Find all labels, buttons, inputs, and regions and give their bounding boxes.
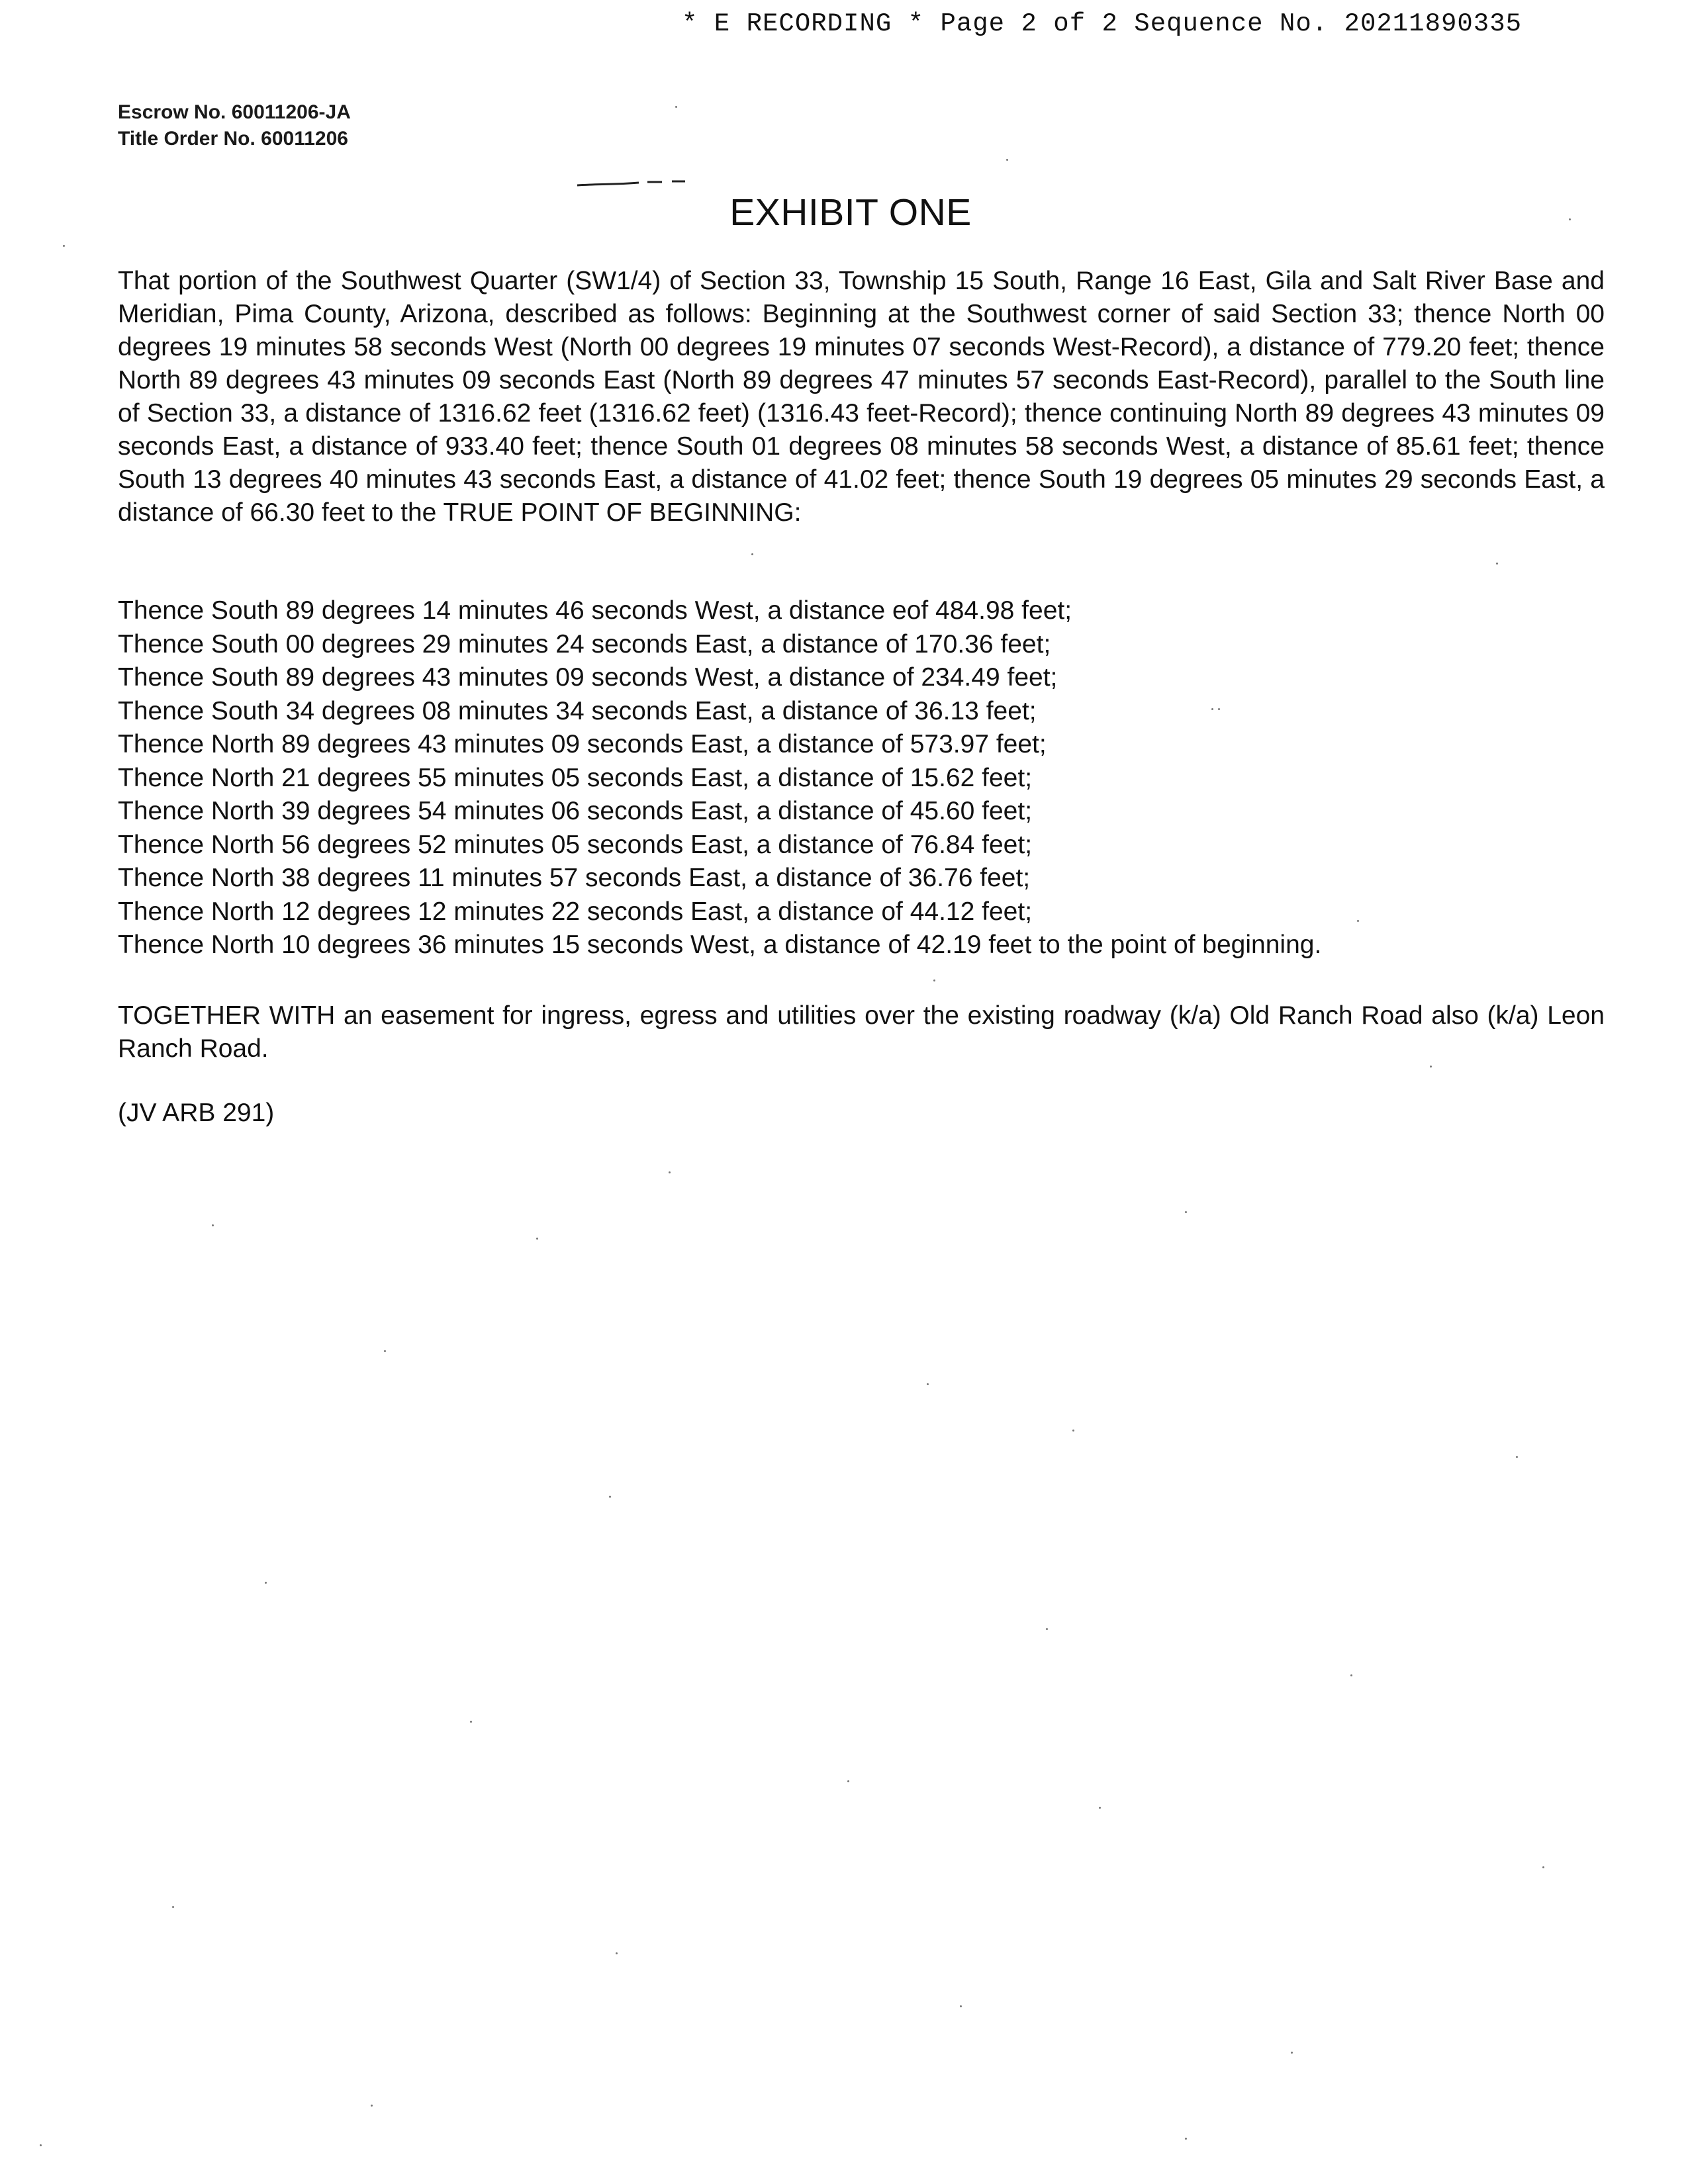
pen-mark [576, 179, 702, 188]
easement-paragraph: TOGETHER WITH an easement for ingress, egress and utilities over the existing roadway (k/a) Old Ranch Road also (k/a) Leon Ranch Road. [118, 1001, 1605, 1063]
course-line: Thence South 00 degrees 29 minutes 24 seconds East, a distance of 170.36 feet; [118, 629, 1051, 659]
exhibit-title: EXHIBIT ONE [729, 191, 972, 234]
escrow-number: Escrow No. 60011206-JA [118, 101, 351, 123]
legal-description: That portion of the Southwest Quarter (SW1/4) of Section 33, Township 15 South, Range 16 East, Gila and Salt River Base and Meridian, Pima County, Arizona, described as follows: Beginning at the Southwest corner of said Section 33; thence North 00 degrees 19 minutes 58 seconds West (North 00 degrees 19 minutes 07 seconds West-Record), a distance of 779.20 feet; thence North 89 degrees 43 minutes 09 seconds East (North 89 degrees 47 minutes 57 seconds East-Record), parallel to the South line of Section 33, a distance of 1316.62 feet (1316.62 feet) (1316.43 feet-Record); thence continuing North 89 degrees 43 minutes 09 seconds East, a distance of 933.40 feet; thence South 01 degrees 08 minutes 58 seconds West, a distance of 85.61 feet; thence South 13 degrees 40 minutes 43 seconds East, a distance of 41.02 feet; thence South 19 degrees 05 minutes 29 seconds East, a distance of 66.30 feet to the TRUE POINT OF BEGINNING: [118, 267, 1605, 527]
recording-header: * E RECORDING * Page 2 of 2 Sequence No. 20211890335 [682, 9, 1522, 38]
course-line: Thence North 12 degrees 12 minutes 22 seconds East, a distance of 44.12 feet; [118, 897, 1033, 926]
title-order-number: Title Order No. 60011206 [118, 128, 348, 150]
course-line: Thence North 38 degrees 11 minutes 57 seconds East, a distance of 36.76 feet; [118, 864, 1031, 892]
boundary-courses [118, 594, 1605, 962]
course-line: Thence North 89 degrees 43 minutes 09 seconds East, a distance of 573.97 feet; [118, 730, 1047, 758]
course-line: Thence North 56 degrees 52 minutes 05 seconds East, a distance of 76.84 feet; [118, 830, 1033, 859]
reference-code: (JV ARB 291) [118, 1099, 275, 1127]
course-line: Thence North 10 degrees 36 minutes 15 seconds West, a distance of 42.19 feet to the point of beginning. [118, 931, 1322, 959]
escrow-info [118, 99, 351, 152]
course-line: Thence North 21 degrees 55 minutes 05 seconds East, a distance of 15.62 feet; [118, 763, 1033, 792]
course-line: Thence North 39 degrees 54 minutes 06 seconds East, a distance of 45.60 feet; [118, 797, 1033, 825]
course-line: Thence South 34 degrees 08 minutes 34 seconds East, a distance of 36.13 feet; [118, 696, 1037, 725]
course-line: Thence South 89 degrees 14 minutes 46 seconds West, a distance eof 484.98 feet; [118, 596, 1072, 625]
course-line: Thence South 89 degrees 43 minutes 09 seconds West, a distance of 234.49 feet; [118, 663, 1058, 692]
